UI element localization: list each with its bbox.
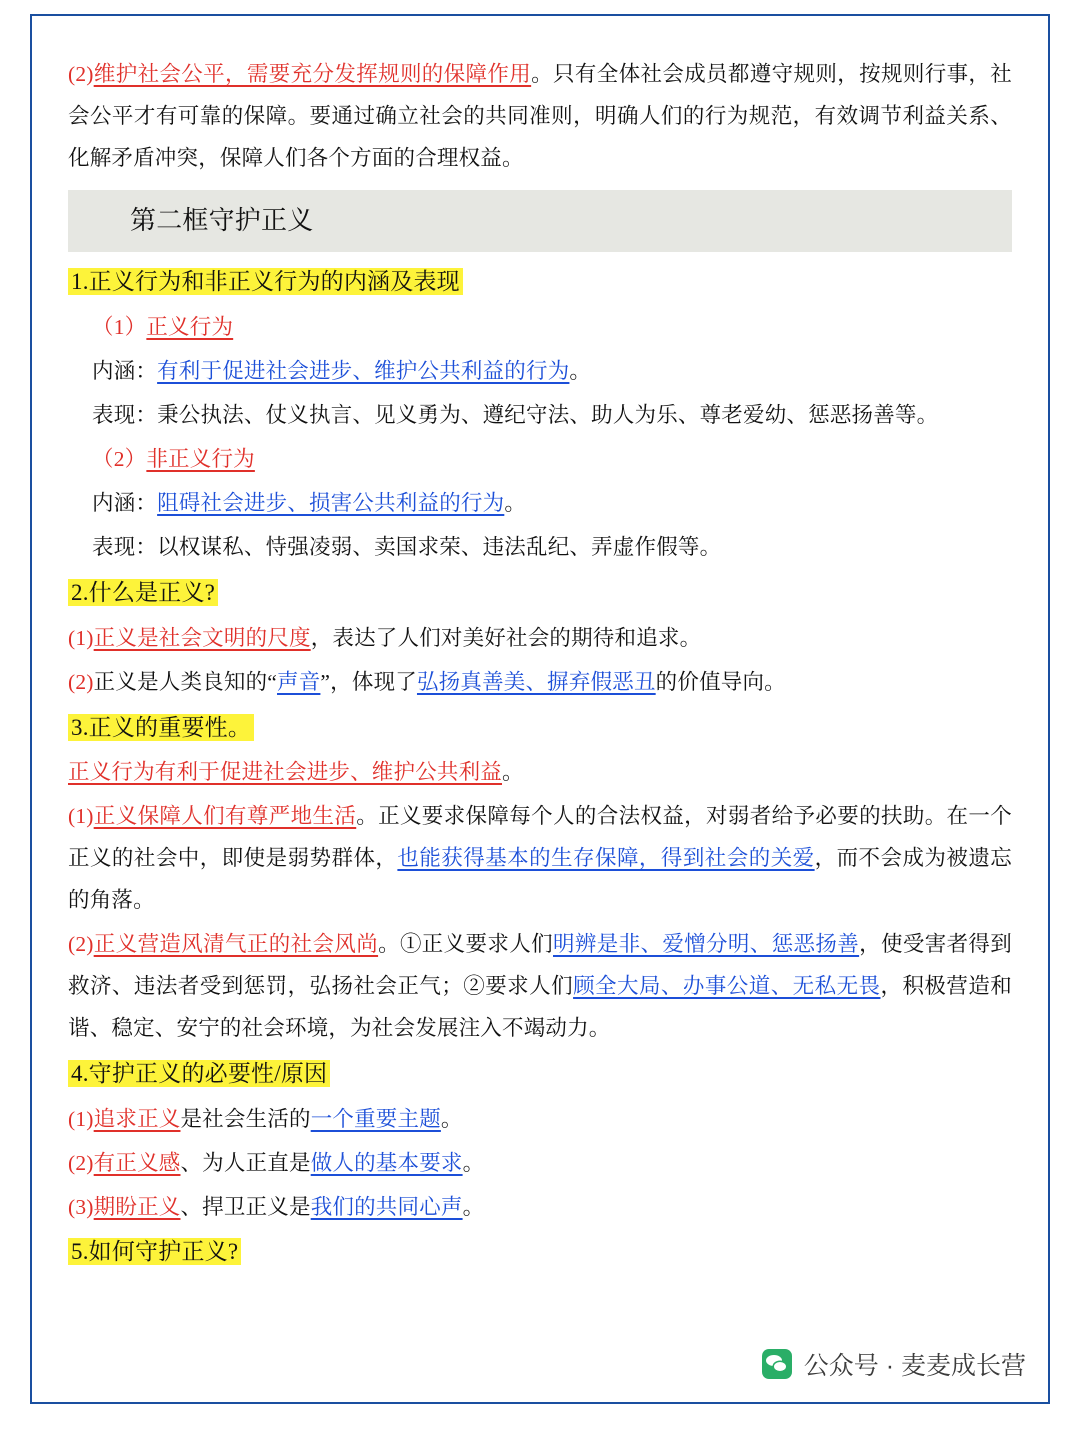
item4-p3-mid: 、捍卫正义是 [180,1194,311,1219]
heading-5 [68,1230,1012,1275]
item1-sub2 [68,439,1012,481]
item4-p1-num: (1) [68,1106,94,1131]
heading-2 [68,571,1012,616]
item1-line2-label: 表现： [92,403,158,428]
document-content [12,12,1068,1275]
item4-p2-blue: 做人的基本要求 [310,1150,463,1175]
item4-p3-num: (3) [68,1194,94,1219]
intro-paragraph [68,54,1012,180]
item1-line2-text: 秉公执法、仗义执言、见义勇为、遵纪守法、助人为乐、尊老爱幼、惩恶扬善等。 [157,403,939,428]
item3-p1-red: 正义保障人们有尊严地生活 [93,804,357,829]
item1-line2 [68,395,1012,437]
item2-p1-tail: ，表达了人们对美好社会的期待和追求。 [310,625,702,650]
item2-p1 [68,618,1012,660]
section-title: 第二框守护正义 [68,190,1012,253]
item3-p2-a: 。①正义要求人们 [378,932,553,957]
heading-1 [68,260,1012,305]
item3-lead-red: 正义行为有利于促进社会进步、维护公共利益 [68,760,503,785]
item3-p1-blue: 也能获得基本的生存保障，得到社会的关爱 [397,846,815,871]
item1-line4-text: 以权谋私、恃强凌弱、卖国求荣、违法乱纪、弄虚作假等。 [157,534,722,559]
item4-p1 [68,1099,1012,1141]
watermark [762,1346,1026,1382]
item4-p1-tail: 。 [440,1106,463,1131]
item2-p2-tail: 的价值导向。 [655,669,786,694]
item1-line3-blue: 阻碍社会进步、损害公共利益的行为 [157,490,505,515]
item4-p2 [68,1143,1012,1185]
item1-sub1-title: 正义行为 [146,315,234,340]
heading-5-text: 5.如何守护正义? [68,1238,241,1265]
item3-lead [68,752,1012,794]
item2-p2-num: (2) [68,669,94,694]
item1-sub1-label: （1） [92,315,147,340]
item4-p2-num: (2) [68,1150,94,1175]
heading-3-text: 3.正义的重要性。 [68,714,254,741]
item3-lead-tail: 。 [502,760,524,785]
item4-p2-red: 有正义感 [93,1150,181,1175]
watermark-text: 公众号 · 麦麦成长营 [803,1352,1026,1380]
item2-p1-red: 正义是社会文明的尺度 [93,625,311,650]
item4-p3 [68,1187,1012,1229]
item2-p1-num: (1) [68,625,94,650]
item2-p2-a: 正义是人类良知的“ [93,669,278,694]
item4-p2-mid: 、为人正直是 [180,1150,311,1175]
item4-p1-red: 追求正义 [93,1106,181,1131]
intro-rest: 。只有全体社会成员都遵守规则，按规则行事，社会公平才有可靠的保障。要通过确立社会的共同准则，明确人们的行为规范，有效调节利益关系、化解矛盾冲突，保障人们各个方面的合理权益。 [68,62,1012,170]
item1-sub2-title: 非正义行为 [146,447,255,472]
heading-3 [68,706,1012,751]
item1-line4 [68,527,1012,569]
heading-2-text: 2.什么是正义? [68,579,218,606]
item1-line4-label: 表现： [92,534,158,559]
item1-sub2-label: （2） [92,447,147,472]
item3-p2-blue2: 顾全大局、办事公道、无私无畏 [573,973,881,998]
item4-p3-red: 期盼正义 [93,1194,181,1219]
item1-line3-tail: 。 [504,490,527,515]
intro-red-underline: 维护社会公平，需要充分发挥规则的保障作用 [93,62,532,86]
item1-line3-label: 内涵： [92,490,158,515]
item4-p2-tail: 。 [462,1150,485,1175]
item3-p2-red: 正义营造风清气正的社会风尚 [93,932,379,957]
heading-4 [68,1052,1012,1097]
heading-1-text: 1.正义行为和非正义行为的内涵及表现 [68,268,463,295]
item3-p1-a: 。正义要求保障每个人的合法权益，对弱者给予必要的扶助。在一个正义的社会中，即使是弱势群体， [68,804,1012,871]
item2-p2-b: ”，体现了 [320,669,417,694]
item3-p1-num: (1) [68,804,94,829]
wechat-icon [762,1349,792,1379]
item2-p2 [68,662,1012,704]
item3-p2-b: ，使受害者得到救济、违法者受到惩罚，弘扬社会正气；②要求人们 [68,932,1012,998]
item1-line1-tail: 。 [569,359,592,384]
item3-p2-num: (2) [68,932,94,957]
item3-p2 [68,924,1012,1050]
item4-p1-blue: 一个重要主题 [310,1106,441,1131]
item1-line1-blue: 有利于促进社会进步、维护公共利益的行为 [157,359,570,384]
item3-p1 [68,796,1012,922]
item4-p1-mid: 是社会生活的 [180,1106,311,1131]
item1-sub1 [68,307,1012,349]
item3-p1-tail: ，而不会成为被遗忘的角落。 [68,846,1012,913]
item2-p2-blue1: 声音 [277,669,321,694]
item1-line3 [68,483,1012,525]
item4-p3-tail: 。 [462,1194,485,1219]
item3-p2-blue1: 明辨是非、爱憎分明、惩恶扬善 [553,932,860,957]
heading-4-text: 4.守护正义的必要性/原因 [68,1060,330,1087]
intro-number: (2) [68,62,94,86]
item1-line1 [68,351,1012,393]
item1-line1-label: 内涵： [92,359,158,384]
item3-p2-tail: ，积极营造和谐、稳定、安宁的社会环境，为社会发展注入不竭动力。 [68,973,1012,1040]
item2-p2-blue2: 弘扬真善美、摒弃假恶丑 [416,669,656,694]
item4-p3-blue: 我们的共同心声 [310,1194,463,1219]
